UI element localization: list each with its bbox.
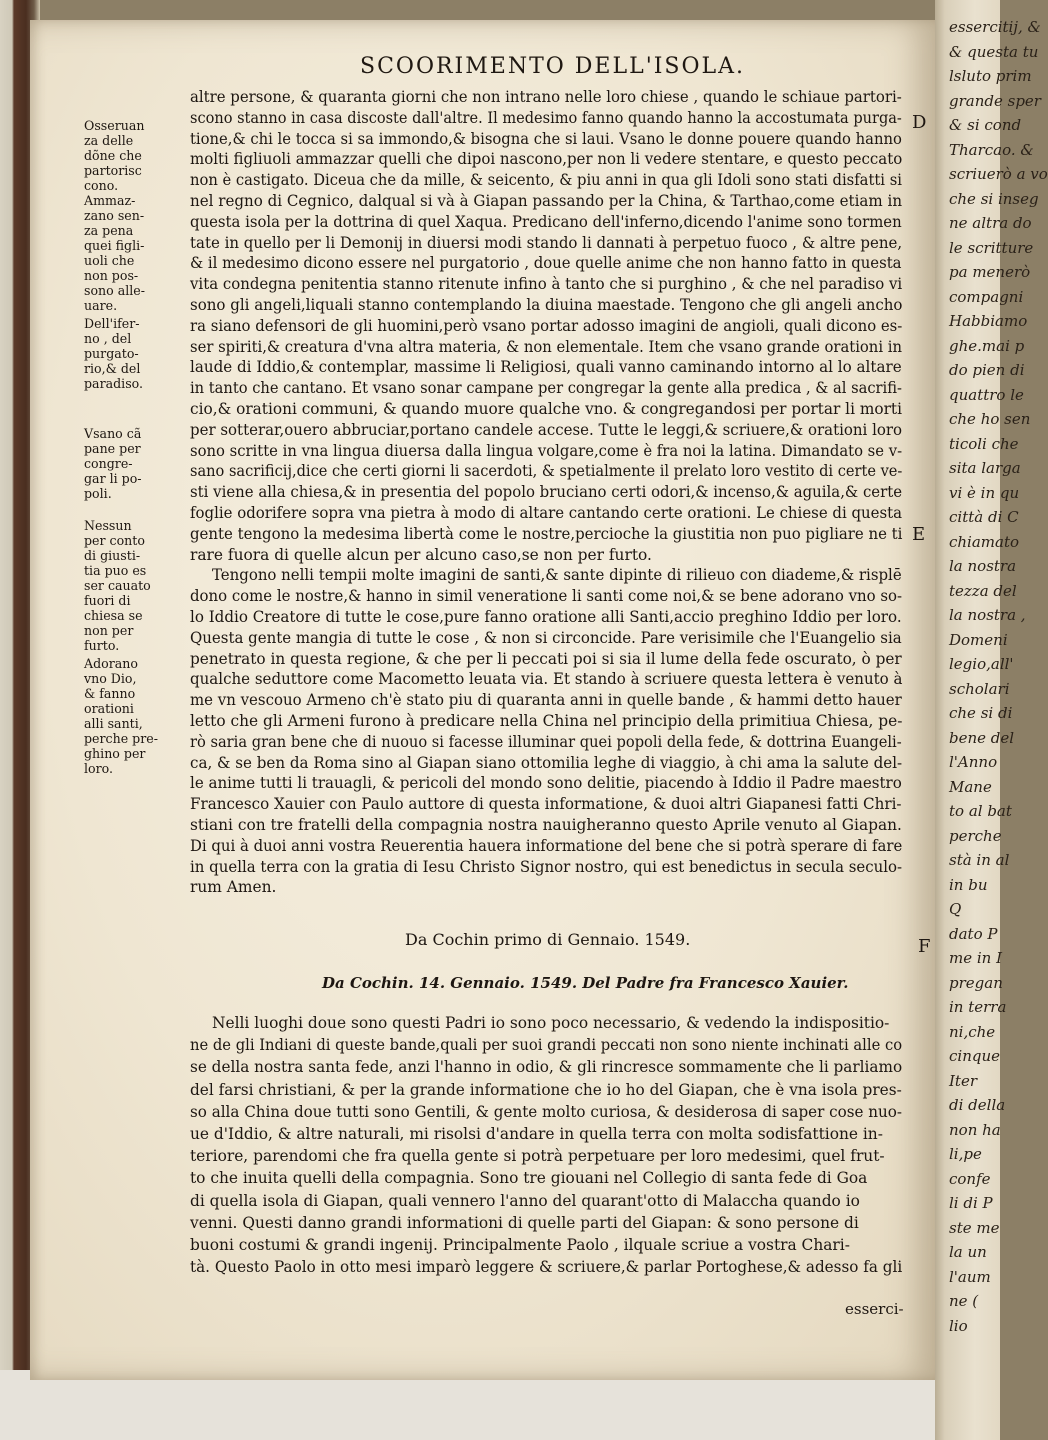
text-line: in quella terra con la gratia di Iesu Christo Signor nostro, qui est benedictus in secula seculo-	[190, 857, 903, 876]
text-line: me vn vescouo Armeno ch'è stato piu di quaranta anni in quelle bande , & hammi detto hauer	[190, 691, 902, 710]
date-line: Da Cochin primo di Gennaio. 1549.	[405, 930, 691, 949]
text-line: rò saria gran bene che di nuouo si facesse illuminar quei popoli della fede, & dottrina Euangeli-	[190, 732, 902, 751]
text-line: ra siano defensori de gli huomini,però vsano portar adosso imagini de angioli, quali dicono es-	[190, 316, 903, 335]
text-line: to che inuita quelli della compagnia. Sono tre giouani nel Collegio di santa fede di Goa	[190, 1169, 868, 1188]
adjacent-page-line: confe	[949, 1169, 991, 1188]
margin-note-line: uoli che	[84, 253, 135, 268]
text-line: scono stanno in casa discoste dall'altre. Il medesimo fanno quando hanno la accostumata purga-	[190, 108, 902, 127]
adjacent-page-line: che si inseg	[949, 189, 1039, 208]
text-line: laude di Iddio,& contemplar, massime li Religiosi, quali vanno caminando intorno al lo altare	[190, 358, 902, 377]
adjacent-page-line: & si cond	[949, 116, 1022, 134]
text-line: penetrato in questa regione, & che per li peccati poi si sia il lume della fede oscurato, ò per	[190, 649, 902, 668]
text-line: & il medesimo dicono essere nel purgatorio , doue quelle anime che non hanno fatto in questa	[190, 254, 902, 273]
adjacent-page-line: le scritture	[949, 238, 1034, 257]
adjacent-page-line: l'aum	[949, 1267, 991, 1286]
text-line: buoni costumi & grandi ingenij. Principalmente Paolo , ilquale scriue a vostra Chari-	[190, 1236, 850, 1254]
adjacent-page-line: scriuerò a vo	[949, 165, 1048, 183]
margin-note-line: ser cauato	[84, 578, 151, 593]
adjacent-page-line: compagni	[949, 287, 1024, 306]
margin-note-line: per conto	[84, 533, 145, 548]
margin-note-line: partorisc	[84, 163, 142, 178]
margin-note-line: rio,& del	[84, 361, 141, 376]
adjacent-page-line: che ho sen	[949, 410, 1031, 428]
text-line: le anime tutti li trauagli, & pericoli del mondo sono delitie, piacendo à Iddio il Padre maestro	[190, 774, 902, 793]
margin-note	[84, 426, 186, 501]
catchword: esserci-	[845, 1300, 904, 1318]
text-line: dono come le nostre,& hanno in simil veneratione li santi come noi,& se bene adorano vno so-	[190, 587, 902, 606]
text-line: sano sacrificij,dice che certi giorni li sacerdoti, & spetialmente il prelato loro vestito di certe ve-	[190, 462, 903, 481]
text-line: cio,& orationi communi, & quando muore qualche vno. & congregandosi per portar li morti	[190, 400, 902, 418]
margin-note-line: paradiso.	[84, 376, 144, 391]
adjacent-page-line: la nostra ,	[949, 606, 1026, 624]
text-line: ca, & se ben da Roma sino al Giapan siano ottomilia leghe di viaggio, à chi ama la salute del-	[190, 753, 903, 772]
adjacent-page-line: città di C	[949, 508, 1019, 526]
adjacent-page-line: di della	[949, 1096, 1006, 1114]
margin-note-line: non per	[84, 623, 134, 638]
margin-note-line: cono.	[84, 178, 119, 193]
adjacent-page-line: lsluto prim	[949, 67, 1032, 85]
margin-note-line: orationi	[84, 701, 134, 716]
adjacent-page-line: li di P	[949, 1194, 993, 1212]
adjacent-page-line: grande sper	[949, 91, 1041, 110]
adjacent-page-line: cinque	[949, 1047, 1000, 1065]
text-line: tate in quello per li Demonij in diuersi modi stando li dannati à perpetuo fuoco , & altre pene,	[190, 233, 903, 252]
adjacent-page-line: ni,che	[949, 1022, 996, 1041]
adjacent-page-line: bene del	[949, 728, 1015, 747]
margin-note-line: perche pre-	[84, 731, 158, 746]
table-surface	[0, 1370, 1000, 1440]
adjacent-page-line: la nostra	[949, 557, 1017, 575]
margin-note-line: & fanno	[84, 686, 136, 701]
text-line: rare fuora di quelle alcun per alcuno caso,se non per furto.	[190, 545, 652, 564]
margin-note	[84, 118, 186, 313]
adjacent-page-line: ghe.mai p	[949, 336, 1025, 355]
adjacent-page-line: quattro le	[949, 385, 1024, 404]
margin-note-line: Nessun	[84, 518, 132, 533]
adjacent-page-line: Domeni	[949, 630, 1008, 649]
text-line: sono scritte in vna lingua diuersa dalla lingua volgare,come è fra noi la latina. Dimandato se v-	[190, 441, 903, 460]
adjacent-page-line: Iter	[949, 1071, 978, 1090]
adjacent-page-line: essercitij, &	[949, 18, 1041, 36]
text-line: stiani con tre fratelli della compagnia nostra nauigheranno questo Aprile venuto al Giapan.	[190, 816, 902, 834]
adjacent-page-line: me in I	[949, 949, 1003, 967]
adjacent-page-line: & questa tu	[949, 42, 1039, 61]
adjacent-page-line: tezza del	[949, 581, 1017, 600]
adjacent-page-line: Q	[949, 900, 962, 918]
adjacent-page-edge	[935, 0, 1048, 1440]
text-line: nel regno di Cegnico, dalqual si và à Giapan passando per la China, & Tarthao,come etiam in	[190, 192, 903, 210]
text-line: letto che gli Armeni furono à predicare nella China nel principio della primitiua Chiesa, pe-	[190, 712, 903, 730]
margin-note	[84, 518, 186, 653]
text-line: altre persone, & quaranta giorni che non intrano nelle loro chiese , quando le schiaue partori-	[190, 88, 902, 106]
text-line: Nelli luoghi doue sono questi Padri io sono poco necessario, & vedendo la indispositio-	[212, 1014, 890, 1032]
margin-note	[84, 656, 186, 776]
text-line: del farsi christiani, & per la grande informatione che io ho del Giapan, che è vna isola pres-	[190, 1080, 902, 1099]
margin-note-line: pane per	[84, 441, 141, 456]
adjacent-page-line: Tharcao. &	[949, 140, 1034, 159]
margin-note-line: sono alle-	[84, 283, 146, 298]
letter-heading: Da Cochin. 14. Gennaio. 1549. Del Padre fra Francesco Xauier.	[322, 974, 849, 992]
margin-note-line: zano sen-	[84, 208, 145, 223]
adjacent-page-line: chiamato	[949, 532, 1020, 551]
text-line: sti viene alla chiesa,& in presentia del popolo bruciano certi odori,& incenso,& aguila,& certe	[190, 483, 903, 502]
margin-note-line: ghino per	[84, 746, 146, 761]
margin-note-line: za delle	[84, 133, 134, 148]
text-line: Questa gente mangia di tutte le cose , & non si circoncide. Pare verisimile che l'Euangelio sia	[190, 628, 902, 647]
adjacent-page-line: to al bat	[949, 802, 1012, 820]
text-line: tione,& chi le tocca si sa immondo,& bisogna che si laui. Vsano le donne pouere quando hanno	[190, 129, 902, 148]
adjacent-page-line: scholari	[949, 679, 1010, 698]
adjacent-page-line: Mane	[949, 777, 992, 796]
margin-note-line: dõne che	[84, 148, 142, 163]
text-line: per sotterar,ouero abbruciar,portano candele accese. Tutte le leggi,& scriuere,& orationi loro	[190, 420, 903, 439]
text-line: lo Iddio Creatore di tutte le cose,pure fanno oratione alli Santi,accio preghino Iddio per loro.	[190, 608, 902, 626]
text-line: Francesco Xauier con Paulo auttore di questa informatione, & duoi altri Giapanesi fatti Chri-	[190, 795, 902, 814]
margin-note-line: poli.	[84, 486, 112, 501]
text-line: teriore, parendomi che fra quella gente si potrà perpetuare per loro medesimi, quel frut-	[190, 1147, 885, 1166]
text-line: questa isola per la dottrina di quel Xaqua. Predicano dell'inferno,dicendo l'anime sono tormen	[190, 212, 902, 231]
margin-note-line: furto.	[84, 638, 120, 653]
text-line: Di qui à duoi anni vostra Reuerentia hauera informatione del bene che si potrà sperare di fare	[190, 836, 903, 855]
margin-note-line: vno Dio,	[84, 671, 137, 686]
margin-note-line: za pena	[84, 223, 134, 238]
margin-note-line: uare.	[84, 298, 118, 313]
text-line: ser spiriti,& creatura d'vna altra materia, & non elementale. Item che vsano grande orationi in	[190, 337, 902, 356]
adjacent-page-line: ne (	[949, 1292, 979, 1310]
adjacent-page-line: ste me	[949, 1218, 1000, 1237]
text-line: se della nostra santa fede, anzi l'hanno in odio, & gli rincresce sommamente che li parliamo	[190, 1058, 903, 1077]
margin-note-line: Adorano	[84, 656, 138, 671]
margin-note-line: Dell'ifer-	[84, 316, 140, 331]
adjacent-page-line: Habbiamo	[949, 312, 1028, 330]
margin-note-line: no , del	[84, 331, 132, 346]
margin-note-line: gar li po-	[84, 471, 142, 486]
margin-note-line: di giusti-	[84, 548, 141, 563]
adjacent-page-line: vi è in qu	[949, 483, 1020, 502]
margin-note-line: non pos-	[84, 268, 139, 283]
text-line: in tanto che cantano. Et vsano sonar campane per congregar la gente alla predica , & al sacrifi-	[190, 379, 902, 398]
text-line: non è castigato. Diceua che da mille, & seicento, & piu anni in qua gli Idoli sono stati disfatti si	[190, 171, 902, 190]
margin-note-line: purgato-	[84, 346, 139, 361]
adjacent-page-line: in terra	[949, 998, 1007, 1016]
text-line: molti figliuoli ammazzar quelli che dipoi nascono,per non li vedere stentare, e questo peccato	[190, 150, 903, 169]
margin-note-line: quei figli-	[84, 238, 145, 253]
text-line: Tengono nelli tempii molte imagini de santi,& sante dipinte di rilieuo con diademe,& risplē	[212, 566, 902, 585]
text-line: gente tengono la medesima libertà come le nostre,percioche la giustitia non puo pigliare ne ti	[190, 524, 903, 543]
margin-note-line: fuori di	[84, 593, 131, 608]
text-line: ne de gli Indiani di queste bande,quali per suoi grandi peccati non sono niente inchinati alle co	[190, 1036, 903, 1055]
adjacent-page-line: non ha	[949, 1120, 1001, 1139]
margin-note-line: alli santi,	[84, 716, 143, 731]
adjacent-page-line: in bu	[949, 875, 988, 894]
adjacent-page-line: perche	[949, 826, 1002, 845]
side-letter-f: F	[918, 936, 931, 957]
margin-note-line: Osseruan	[84, 118, 145, 133]
text-line: so alla China doue tutti sono Gentili, & gente molto curiosa, & desiderosa di saper cose nuo-	[190, 1102, 902, 1121]
text-line: di quella isola di Giapan, quali vennero l'anno del quarant'otto di Malaccha quando io	[190, 1191, 860, 1210]
adjacent-page-line: legio,all'	[949, 655, 1014, 673]
text-line: rum Amen.	[190, 878, 277, 897]
text-line: ue d'Iddio, & altre naturali, mi risolsi d'andare in quella terra con molta sodisfattione in-	[190, 1125, 883, 1143]
margin-note-line: tia puo es	[84, 563, 147, 578]
page-header: SCOORIMENTO DELL'ISOLA.	[360, 54, 746, 79]
adjacent-page-line: sita larga	[949, 459, 1021, 477]
text-line: tà. Questo Paolo in otto mesi imparò leggere & scriuere,& parlar Portoghese,& adesso fa gli	[190, 1258, 903, 1277]
adjacent-page-line: li,pe	[949, 1145, 982, 1163]
adjacent-page-line: stà in al	[949, 851, 1010, 869]
side-letter-e: E	[912, 524, 926, 545]
adjacent-page-line: ne altra do	[949, 214, 1032, 232]
adjacent-page-line: lio	[949, 1316, 968, 1335]
margin-note-line: chiesa se	[84, 608, 143, 623]
adjacent-page-line: pa menerò	[949, 263, 1031, 281]
adjacent-page-line: dato P	[949, 924, 998, 943]
text-line: venni. Questi danno grandi informationi di quelle parti del Giapan: & sono persone di	[190, 1213, 859, 1232]
text-line: vita condegna penitentia stanno ritenute infino à tanto che si purghino , & che nel paradiso vi	[190, 275, 903, 294]
text-line: sono gli angeli,liquali stanno contemplando la diuina maestade. Tengono che gli angeli ancho	[190, 296, 903, 314]
side-letter-d: D	[912, 112, 927, 133]
margin-note	[84, 316, 186, 391]
margin-note-line: Vsano cã	[84, 426, 142, 441]
text-line: foglie odorifere sopra vna pietra à modo di altare cantando certe orationi. Le chiese di questa	[190, 504, 903, 522]
adjacent-page-line: ticoli che	[949, 434, 1019, 453]
margin-note-line: Ammaz-	[84, 193, 136, 208]
adjacent-page-line: pregan	[949, 973, 1003, 992]
margin-note-line: congre-	[84, 456, 133, 471]
adjacent-page-line: la un	[949, 1243, 987, 1261]
margin-note-line: loro.	[84, 761, 113, 776]
adjacent-page-line: do pien di	[949, 361, 1025, 379]
text-line: qualche seduttore come Macometto leuata via. Et stando à scriuere questa lettera è venuto à	[190, 670, 903, 689]
adjacent-page-line: che si di	[949, 704, 1013, 722]
adjacent-page-line: l'Anno	[949, 753, 998, 771]
